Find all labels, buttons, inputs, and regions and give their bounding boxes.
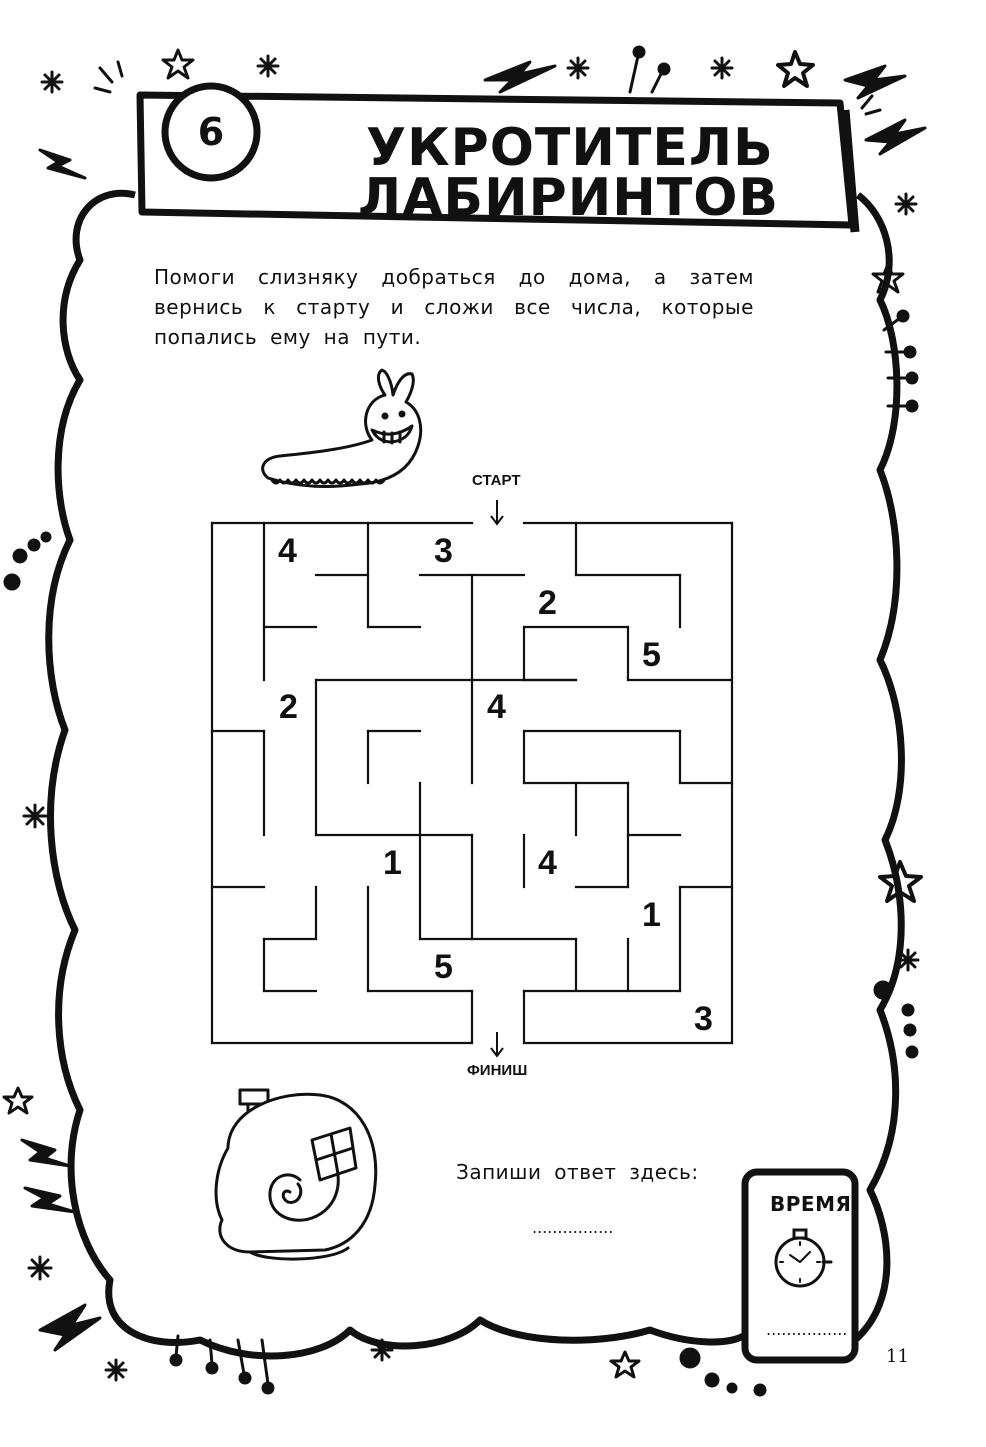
- maze-number: 2: [538, 584, 557, 622]
- answer-blank[interactable]: ................: [532, 1218, 614, 1237]
- start-label: СТАРТ: [472, 472, 521, 489]
- start-arrow: [491, 500, 503, 524]
- maze-walls: [212, 523, 732, 1043]
- maze-number: 3: [434, 532, 453, 570]
- timer-blank[interactable]: ................: [766, 1320, 848, 1339]
- maze-number: 4: [487, 688, 506, 726]
- maze-number: 2: [279, 688, 298, 726]
- title-line-1: УКРОТИТЕЛЬ: [366, 118, 774, 178]
- maze-number: 1: [383, 844, 402, 882]
- slug-illustration: [263, 370, 421, 486]
- answer-label: Запиши ответ здесь:: [456, 1160, 699, 1184]
- maze-number: 3: [694, 1000, 713, 1038]
- exercise-number: 6: [197, 110, 225, 154]
- finish-arrow: [491, 1032, 503, 1056]
- house-illustration: [216, 1090, 376, 1259]
- title-line-2: ЛАБИРИНТОВ: [358, 168, 780, 228]
- finish-label: ФИНИШ: [467, 1062, 528, 1079]
- timer-label: ВРЕМЯ: [770, 1192, 852, 1216]
- maze-number: 4: [538, 844, 557, 882]
- maze-number: 1: [642, 896, 661, 934]
- maze-number: 4: [278, 532, 297, 570]
- maze-number: 5: [434, 948, 453, 986]
- instructions-text: Помоги слизняку добраться до дома, а затем вернись к старту и сложи все числа, которые попались ему на пути.: [154, 265, 754, 349]
- page-number: 11: [886, 1346, 909, 1367]
- maze-number: 5: [642, 636, 661, 674]
